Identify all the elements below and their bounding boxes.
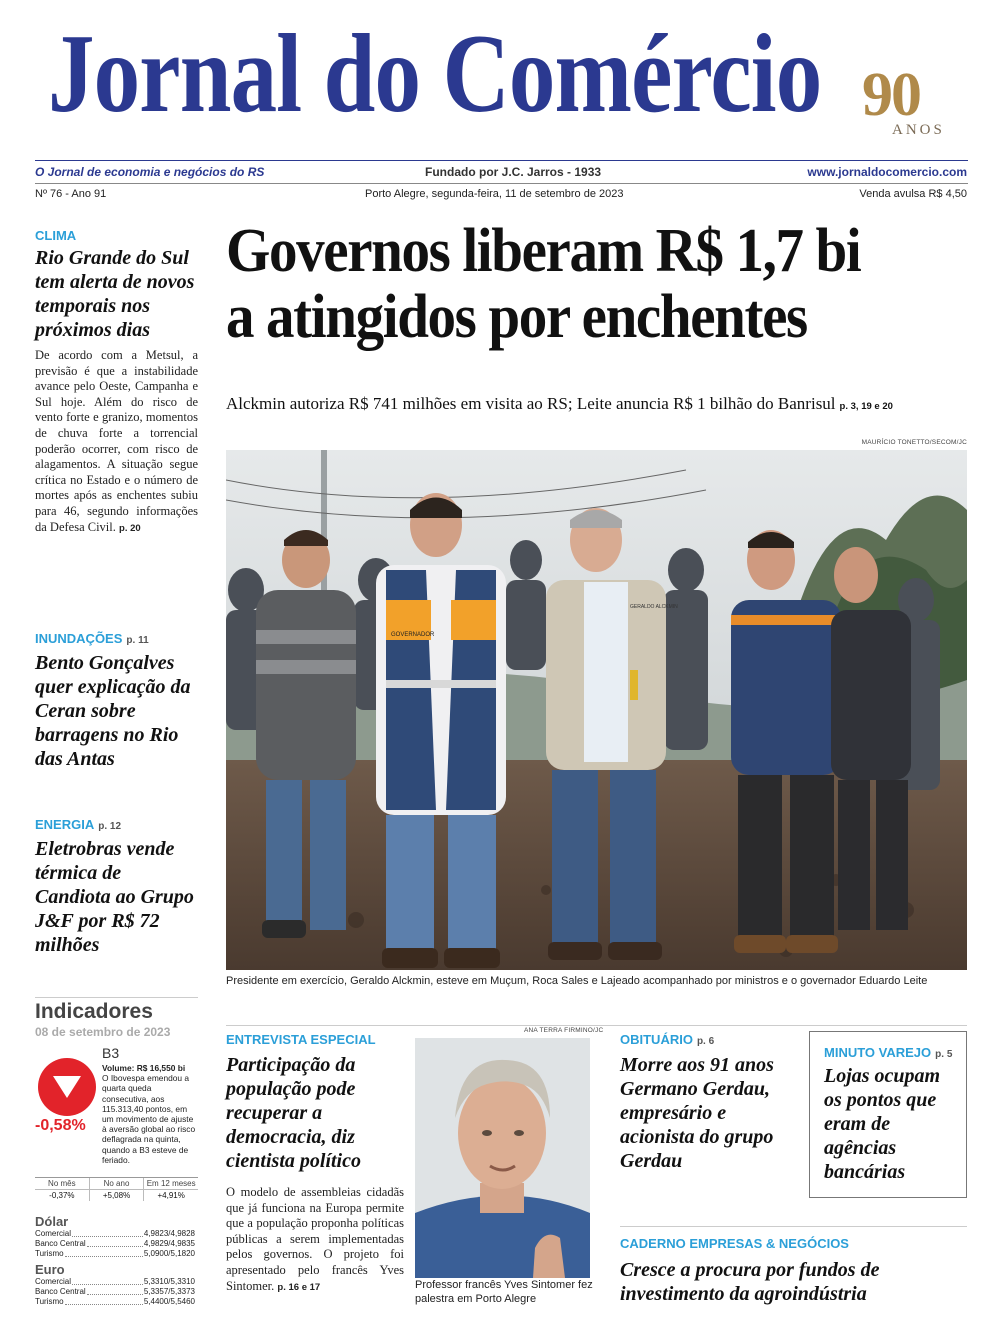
euro-title: Euro (35, 1262, 65, 1277)
lead-headline[interactable] (226, 218, 916, 350)
clima-ref: p. 20 (119, 522, 141, 534)
rate-value: 5,3310/5,3310 (143, 1277, 195, 1286)
caderno-divider (620, 1226, 967, 1227)
b3-summary (102, 1063, 198, 1165)
energia-story[interactable] (35, 817, 198, 957)
rate-value: 4,9823/4,9828 (143, 1229, 195, 1238)
dot-leader (72, 1277, 143, 1285)
dot-leader (87, 1287, 143, 1295)
interview-photo-illustration (415, 1038, 590, 1278)
table-cell: +5,08% (90, 1189, 145, 1201)
b3-performance-table (35, 1177, 198, 1201)
dot-leader (65, 1297, 143, 1305)
indicators-divider (35, 997, 198, 998)
masthead-divider (35, 160, 968, 161)
dolar-section (35, 1214, 195, 1259)
list-item (35, 1287, 195, 1297)
clima-headline[interactable]: Rio Grande do Sul tem alerta de novos temporais nos próximos dias (35, 247, 195, 341)
rate-label: Turismo (35, 1249, 64, 1258)
energia-headline[interactable]: Eletrobras vende térmica de Candiota ao Grupo J&F por R$ 72 milhões (35, 838, 194, 956)
minuto-varejo-kicker-text: MINUTO VAREJO (824, 1045, 932, 1060)
vest-label-alckmin: GERALDO ALCKMIN (630, 604, 678, 610)
rate-label: Comercial (35, 1277, 72, 1286)
b3-volume: R$ 16,550 bi (136, 1063, 186, 1073)
table-header: No mês (35, 1178, 90, 1189)
down-arrow-icon (38, 1058, 96, 1116)
obituary-kicker (620, 1032, 800, 1047)
rate-value: 5,3357/5,3373 (143, 1287, 195, 1296)
table-header: Em 12 meses (146, 1179, 196, 1188)
dot-leader (87, 1239, 143, 1247)
interview-headline[interactable]: Participação da população pode recuperar a democracia, diz cientista político (226, 1054, 361, 1172)
lead-subhead-text: Alckmin autoriza R$ 741 milhões em visita ao RS; Leite anuncia R$ 1 bilhão do Banrisul (226, 394, 836, 413)
anniversary-logo (862, 61, 962, 144)
bottom-divider (226, 1025, 967, 1026)
lead-ref: p. 3, 19 e 20 (839, 401, 893, 412)
rate-value: 5,0900/5,1820 (143, 1249, 195, 1258)
vest-label: GOVERNADOR (391, 632, 435, 638)
founded-line: Fundado por J.C. Jarros - 1933 (425, 165, 602, 179)
anniversary-number: 90 (862, 61, 920, 129)
lead-photo-illustration (226, 450, 967, 970)
table-cell: +4,91% (144, 1189, 198, 1201)
obituary-page: p. 6 (696, 1036, 715, 1047)
b3-volume-label: Volume: (102, 1063, 135, 1073)
minuto-varejo-page: p. 5 (935, 1049, 953, 1060)
interview-photo-credit: ANA TERRA FIRMINO/JC (524, 1027, 604, 1034)
clima-body (35, 348, 198, 536)
inundacoes-headline[interactable]: Bento Gonçalves quer explicação da Ceran sobre barragens no Rio das Antas (35, 652, 191, 770)
energia-kicker (35, 817, 198, 832)
interview-photo[interactable] (415, 1038, 590, 1278)
dot-leader (72, 1229, 143, 1237)
price: Venda avulsa R$ 4,50 (859, 188, 967, 200)
tagline: O Jornal de economia e negócios do RS (35, 165, 265, 179)
interview-body (226, 1185, 404, 1295)
obituary-headline[interactable]: Morre aos 91 anos Germano Gerdau, empresário e acionista do grupo Gerdau (620, 1054, 774, 1172)
b3-change: -0,58% (35, 1117, 86, 1134)
interview-body-text: O modelo de assembleias cidadãs que já funciona na Europa permite que a população proponha políticas públicas a serem implementadas pelos governos. O projeto foi apresentado pelo francês Yves Sintomer. (226, 1185, 404, 1293)
rate-label: Turismo (35, 1297, 64, 1306)
list-item (35, 1297, 195, 1307)
list-item (35, 1239, 195, 1249)
interview-ref: p. 16 e 17 (277, 1281, 321, 1293)
dolar-title: Dólar (35, 1214, 69, 1229)
interview-story[interactable] (226, 1032, 404, 1295)
lead-headline-line1: Governos liberam R$ 1,7 bi (226, 217, 861, 285)
clima-story[interactable] (35, 228, 198, 536)
lead-photo-caption: Presidente em exercício, Geraldo Alckmin, esteve em Muçum, Roca Sales e Lajeado acompanhado por ministros e o governador Eduardo Leite (226, 975, 928, 987)
lead-subhead (226, 394, 971, 414)
minuto-varejo-kicker (824, 1045, 960, 1060)
inundacoes-kicker (35, 631, 200, 646)
interview-kicker: ENTREVISTA ESPECIAL (226, 1032, 376, 1047)
rate-value: 4,9829/4,9835 (143, 1239, 195, 1248)
issue-number: Nº 76 - Ano 91 (35, 188, 107, 200)
table-cell: -0,37% (35, 1189, 90, 1201)
minuto-varejo-headline[interactable]: Lojas ocupam os pontos que eram de agências bancárias (824, 1065, 941, 1183)
dateline: Porto Alegre, segunda-feira, 11 de setembro de 2023 (365, 188, 624, 200)
clima-body-text: De acordo com a Metsul, a previsão é que a instabilidade avance pelo Oeste, Campanha e Sul hoje. Além do risco de vento forte e granizo, momentos de chuva forte a torrencial poderão ocorrer, com risco de alagamentos. A situação segue crítica no Estado e o número de mortes após as enchentes subiu para 46, segundo informações da Defesa Civil. (35, 348, 198, 534)
dot-leader (65, 1249, 143, 1257)
rate-label: Comercial (35, 1229, 72, 1238)
rate-label: Banco Central (35, 1287, 86, 1296)
rate-label: Banco Central (35, 1239, 86, 1248)
b3-text: O Ibovespa emendou a quarta queda consecutiva, aos 115.313,40 pontos, em um movimento de ajuste à aversão global ao risco deflagrada na quinta, quando a B3 esteve de feriado. (102, 1073, 196, 1165)
table-header: No ano (90, 1178, 145, 1189)
indicators-title: Indicadores (35, 1000, 153, 1023)
down-arrow-glyph (38, 1058, 96, 1116)
indicators-date: 08 de setembro de 2023 (35, 1025, 171, 1039)
euro-section (35, 1262, 195, 1307)
minuto-varejo-box[interactable] (809, 1031, 967, 1198)
inundacoes-story[interactable] (35, 631, 200, 771)
b3-label: B3 (102, 1045, 120, 1061)
caderno-story[interactable] (620, 1236, 970, 1306)
interview-photo-caption: Professor francês Yves Sintomer fez palestra em Porto Alegre (415, 1279, 593, 1305)
list-item (35, 1249, 195, 1259)
lead-headline-line2: a atingidos por enchentes (226, 283, 807, 351)
caderno-kicker: CADERNO EMPRESAS & NEGÓCIOS (620, 1236, 849, 1251)
inundacoes-page: p. 11 (126, 635, 149, 646)
obituary-story[interactable] (620, 1032, 800, 1173)
rate-value: 5,4400/5,5460 (143, 1297, 195, 1306)
inundacoes-kicker-text: INUNDAÇÕES (35, 631, 123, 646)
anniversary-word: ANOS (892, 122, 945, 138)
strap-divider (35, 183, 968, 184)
list-item (35, 1277, 195, 1287)
list-item (35, 1229, 195, 1239)
masthead-title[interactable]: Jornal do Comércio (48, 12, 822, 136)
caderno-headline[interactable]: Cresce a procura por fundos de investimento da agroindústria (620, 1259, 880, 1305)
lead-photo-credit: MAURÍCIO TONETTO/SECOM/JC (861, 439, 967, 446)
energia-kicker-text: ENERGIA (35, 817, 95, 832)
obituary-kicker-text: OBITUÁRIO (620, 1032, 693, 1047)
lead-photo[interactable] (226, 450, 967, 970)
website-link[interactable]: www.jornaldocomercio.com (807, 165, 967, 179)
clima-kicker: CLIMA (35, 228, 77, 243)
energia-page: p. 12 (98, 821, 122, 832)
